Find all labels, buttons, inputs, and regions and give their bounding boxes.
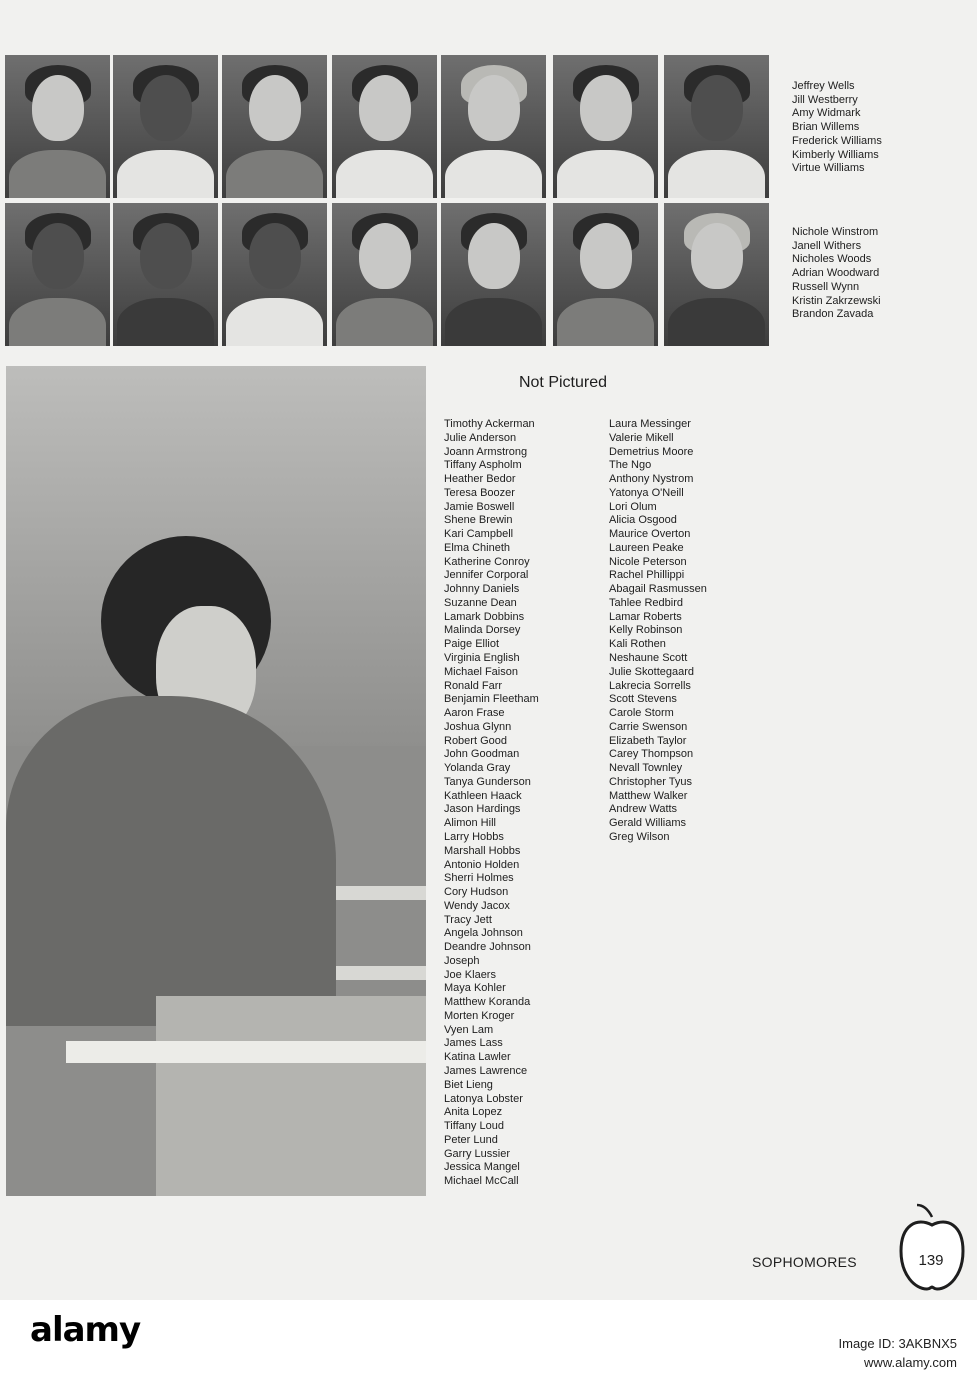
watermark-info xyxy=(839,1334,958,1372)
not-pictured-name: Matthew Walker xyxy=(609,789,688,802)
not-pictured-name: Carey Thompson xyxy=(609,748,694,761)
not-pictured-name: Vyen Lam xyxy=(444,1023,494,1036)
not-pictured-name: Katherine Conroy xyxy=(444,555,530,568)
not-pictured-name: Katina Lawler xyxy=(444,1051,511,1064)
not-pictured-name: Joann Armstrong xyxy=(444,445,528,458)
not-pictured-name: James Lawrence xyxy=(444,1064,528,1077)
not-pictured-name: Andrew Watts xyxy=(609,803,678,816)
portrait-jeffrey-wells xyxy=(5,55,110,198)
name-entry: Virtue Williams xyxy=(792,162,865,175)
not-pictured-name: Joshua Glynn xyxy=(444,720,512,733)
not-pictured-name: Michael Faison xyxy=(444,665,518,678)
not-pictured-name: Tahlee Redbird xyxy=(609,596,683,609)
not-pictured-name: Carrie Swenson xyxy=(609,720,688,733)
portrait-kimberly-williams xyxy=(553,55,658,198)
not-pictured-name: Michael McCall xyxy=(444,1175,519,1188)
not-pictured-name: Kari Campbell xyxy=(444,528,514,541)
not-pictured-name: Rachel Phillippi xyxy=(609,569,685,582)
not-pictured-name: Cory Hudson xyxy=(444,886,509,899)
not-pictured-name: Tanya Gunderson xyxy=(444,775,531,788)
not-pictured-name: Demetrius Moore xyxy=(609,445,694,458)
name-entry: Brian Willems xyxy=(792,121,860,134)
not-pictured-name: Marshall Hobbs xyxy=(444,844,521,857)
not-pictured-name: Kathleen Haack xyxy=(444,789,522,802)
not-pictured-name: Julie Skottegaard xyxy=(609,665,694,678)
not-pictured-name: Shene Brewin xyxy=(444,514,513,527)
not-pictured-name: Maya Kohler xyxy=(444,982,506,995)
name-entry: Janell Withers xyxy=(792,239,862,252)
portrait-virtue-williams xyxy=(664,55,769,198)
portrait-nichole-winstrom xyxy=(5,203,110,346)
not-pictured-name: Garry Lussier xyxy=(444,1147,511,1160)
not-pictured-name: Jason Hardings xyxy=(444,803,521,816)
name-entry: Adrian Woodward xyxy=(792,267,880,280)
name-entry: Jill Westberry xyxy=(792,93,858,106)
apple-icon xyxy=(897,1203,967,1293)
name-entry: Kimberly Williams xyxy=(792,148,879,161)
not-pictured-name: Deandre Johnson xyxy=(444,941,531,954)
not-pictured-name: Nevall Townley xyxy=(609,762,683,775)
not-pictured-name: Valerie Mikell xyxy=(609,431,674,444)
not-pictured-name: Laureen Peake xyxy=(609,541,684,554)
not-pictured-name: Latonya Lobster xyxy=(444,1092,523,1105)
not-pictured-name: Kelly Robinson xyxy=(609,624,683,637)
not-pictured-name: Wendy Jacox xyxy=(444,899,510,912)
portrait-kristin-zakrzewski xyxy=(553,203,658,346)
not-pictured-name: Anita Lopez xyxy=(444,1106,503,1119)
portrait-frederick-williams xyxy=(441,55,546,198)
not-pictured-name: Scott Stevens xyxy=(609,693,677,706)
not-pictured-name: Sherri Holmes xyxy=(444,872,514,885)
not-pictured-name: Suzanne Dean xyxy=(444,596,517,609)
name-entry: Amy Widmark xyxy=(792,107,861,120)
not-pictured-name: Morten Kroger xyxy=(444,1009,515,1022)
not-pictured-name: Biet Lieng xyxy=(444,1078,493,1091)
name-entry: Jeffrey Wells xyxy=(792,80,855,92)
not-pictured-name: Aaron Frase xyxy=(444,707,505,720)
not-pictured-name: Lamark Dobbins xyxy=(444,610,525,623)
name-entry: Nichole Winstrom xyxy=(792,226,879,238)
not-pictured-name: Angela Johnson xyxy=(444,927,523,940)
not-pictured-name: Lamar Roberts xyxy=(609,610,682,623)
not-pictured-name: Carole Storm xyxy=(609,707,674,720)
portrait-brandon-zavada xyxy=(664,203,769,346)
not-pictured-name: Tiffany Loud xyxy=(444,1120,504,1133)
watermark-url: www.alamy.com xyxy=(864,1355,957,1370)
not-pictured-name: Timothy Ackerman xyxy=(444,418,535,430)
not-pictured-column-1 xyxy=(444,418,539,1189)
not-pictured-name: Malinda Dorsey xyxy=(444,624,521,637)
portrait-adrian-woodward xyxy=(332,203,437,346)
page-number: 139 xyxy=(918,1252,944,1269)
woodshop-photo xyxy=(6,366,426,1196)
not-pictured-name: Antonio Holden xyxy=(444,858,520,871)
not-pictured-name: Jennifer Corporal xyxy=(444,569,529,582)
portrait-jill-westberry xyxy=(113,55,218,198)
not-pictured-name: Abagail Rasmussen xyxy=(609,583,707,596)
portrait-amy-widmark xyxy=(222,55,327,198)
not-pictured-name: Joe Klaers xyxy=(444,968,496,981)
not-pictured-name: Greg Wilson xyxy=(609,830,670,843)
not-pictured-name: Paige Elliot xyxy=(444,638,500,651)
not-pictured-name: Alicia Osgood xyxy=(609,514,677,527)
portrait-brian-willems xyxy=(332,55,437,198)
not-pictured-name: Nicole Peterson xyxy=(609,555,687,568)
not-pictured-name: Robert Good xyxy=(444,734,507,747)
not-pictured-name: Christopher Tyus xyxy=(609,775,692,788)
not-pictured-column-2 xyxy=(609,418,707,845)
not-pictured-name: Virginia English xyxy=(444,652,520,665)
watermark-bar xyxy=(0,1300,977,1390)
not-pictured-name: Jamie Boswell xyxy=(444,500,515,513)
not-pictured-name: Joseph xyxy=(444,954,480,967)
not-pictured-name: Gerald Williams xyxy=(609,817,687,830)
row-1-names xyxy=(792,80,882,176)
not-pictured-name: Lakrecia Sorrells xyxy=(609,679,691,692)
not-pictured-name: Laura Messinger xyxy=(609,418,691,430)
portrait-russell-wynn xyxy=(441,203,546,346)
portrait-janell-withers xyxy=(113,203,218,346)
not-pictured-name: Anthony Nystrom xyxy=(609,473,694,486)
not-pictured-name: Matthew Koranda xyxy=(444,996,531,1009)
portrait-nicholes-woods xyxy=(222,203,327,346)
not-pictured-name: Teresa Boozer xyxy=(444,486,515,499)
row-2-names xyxy=(792,226,881,322)
not-pictured-name: Julie Anderson xyxy=(444,431,517,444)
not-pictured-name: The Ngo xyxy=(609,459,652,472)
not-pictured-name: Heather Bedor xyxy=(444,473,516,486)
name-entry: Nicholes Woods xyxy=(792,253,872,266)
name-entry: Frederick Williams xyxy=(792,134,882,147)
not-pictured-name: James Lass xyxy=(444,1037,503,1050)
not-pictured-name: Tracy Jett xyxy=(444,913,492,926)
not-pictured-name: Yatonya O'Neill xyxy=(609,486,684,499)
not-pictured-name: Tiffany Aspholm xyxy=(444,459,522,472)
not-pictured-name: Benjamin Fleetham xyxy=(444,693,539,706)
not-pictured-name: Neshaune Scott xyxy=(609,652,688,665)
not-pictured-name: Elma Chineth xyxy=(444,541,511,554)
not-pictured-name: Maurice Overton xyxy=(609,528,691,541)
section-label: SOPHOMORES xyxy=(752,1254,857,1270)
not-pictured-name: Elizabeth Taylor xyxy=(609,734,687,747)
not-pictured-heading: Not Pictured xyxy=(518,374,608,391)
not-pictured-name: Johnny Daniels xyxy=(444,583,520,596)
name-entry: Brandon Zavada xyxy=(792,308,874,321)
name-entry: Kristin Zakrzewski xyxy=(792,294,881,307)
not-pictured-name: Lori Olum xyxy=(609,500,657,513)
not-pictured-name: Kali Rothen xyxy=(609,638,666,651)
not-pictured-name: Peter Lund xyxy=(444,1133,498,1146)
watermark-image-id: Image ID: 3AKBNX5 xyxy=(838,1336,957,1351)
not-pictured-name: John Goodman xyxy=(444,748,520,761)
name-entry: Russell Wynn xyxy=(792,280,860,293)
not-pictured-name: Alimon Hill xyxy=(444,817,496,830)
watermark-logo: alamy xyxy=(30,1310,141,1350)
not-pictured-name: Larry Hobbs xyxy=(444,830,504,843)
not-pictured-name: Jessica Mangel xyxy=(444,1161,520,1174)
not-pictured-name: Ronald Farr xyxy=(444,679,503,692)
not-pictured-name: Yolanda Gray xyxy=(444,762,511,775)
